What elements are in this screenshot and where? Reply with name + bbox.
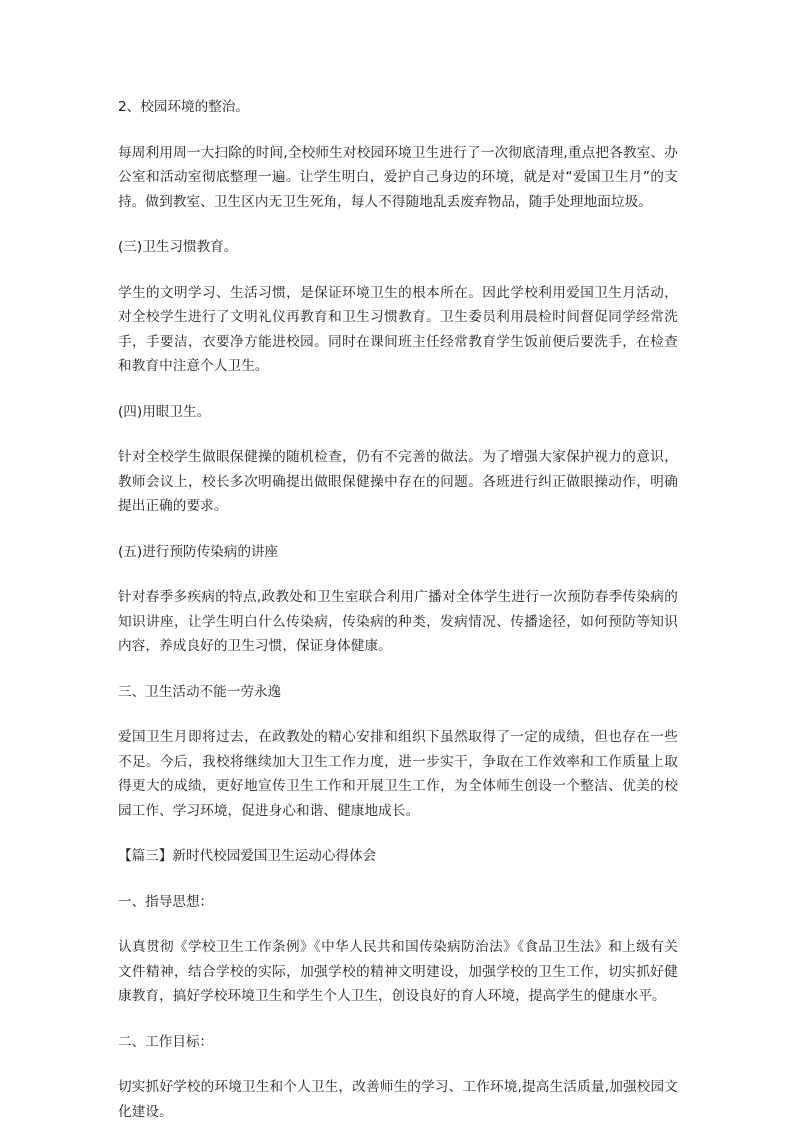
paragraph-work-goals: 切实抓好学校的环境卫生和个人卫生，改善师生的学习、工作环境,提高生活质量,加强校园文化建设。 bbox=[118, 1079, 678, 1120]
section-heading-ongoing-activity: 三、卫生活动不能一劳永逸 bbox=[118, 683, 282, 700]
paragraph-disease-lecture: 针对春季多疾病的特点,政教处和卫生室联合利用广播对全体学生进行一次预防春季传染病的知识讲座，让学生明白什么传染病，传染病的种类，发病情况、传播途径，如何预防等知识内容，养成良好的卫生习惯，保证身体健康。 bbox=[118, 589, 678, 654]
paragraph-summary: 爱国卫生月即将过去，在政教处的精心安排和组织下虽然取得了一定的成绩，但也存在一些不足。今后，我校将继续加大卫生工作力度，进一步实干，争取在工作效率和工作质量上取得更大的成绩，更好地宣传卫生工作和开展卫生工作，为全体师生创设一个整洁、优美的校园工作、学习环境，促进身心和谐、健康地成长。 bbox=[118, 729, 678, 819]
document-page bbox=[118, 95, 678, 1124]
section-heading-hygiene-habits: (三)卫生习惯教育。 bbox=[118, 239, 238, 255]
paragraph-campus-cleanup: 每周利用周一大扫除的时间,全校师生对校园环境卫生进行了一次彻底清理,重点把各教室、办公室和活动室彻底整理一遍。让学生明白，爱护自己身边的环境，就是对“爱国卫生月”的支持。做到教室、卫生区内无卫生死角，每人不得随地乱丢废弃物品，随手处理地面垃圾。 bbox=[118, 144, 678, 210]
section-heading-campus-environment: 2、校园环境的整治。 bbox=[118, 99, 249, 115]
paragraph-hygiene-habits: 学生的文明学习、生活习惯，是保证环境卫生的根本所在。因此学校利用爱国卫生月活动，对全校学生进行了文明礼仪再教育和卫生习惯教育。卫生委员利用晨检时间督促同学经常洗手，手要洁，衣要净方能进校园。同时在课间班主任经常教育学生饭前便后要洗手，在检查和教育中注意个人卫生。 bbox=[118, 284, 678, 374]
paragraph-guiding-principle: 认真贯彻《学校卫生工作条例》《中华人民共和国传染病防治法》《食品卫生法》和上级有关文件精神，结合学校的实际，加强学校的精神文明建设，加强学校的卫生工作，切实抓好健康教育，搞好学校环境卫生和学生个人卫生，创设良好的育人环境，提高学生的健康水平。 bbox=[118, 939, 678, 1004]
section-heading-eye-hygiene: (四)用眼卫生。 bbox=[118, 403, 211, 420]
section-heading-disease-lecture: (五)进行预防传染病的讲座 bbox=[118, 543, 279, 560]
article-title-part-three: 【篇三】新时代校园爱国卫生运动心得体会 bbox=[118, 848, 377, 864]
section-heading-work-goals: 二、工作目标： bbox=[118, 1033, 214, 1050]
section-heading-guiding-principle: 一、指导思想： bbox=[118, 893, 214, 910]
paragraph-eye-exercises: 针对全校学生做眼保健操的随机检查，仍有不完善的做法。为了增强大家保护视力的意识，教师会议上，校长多次明确提出做眼保健操中存在的问题。各班进行纠正做眼操动作，明确提出正确的要求。 bbox=[118, 449, 678, 514]
